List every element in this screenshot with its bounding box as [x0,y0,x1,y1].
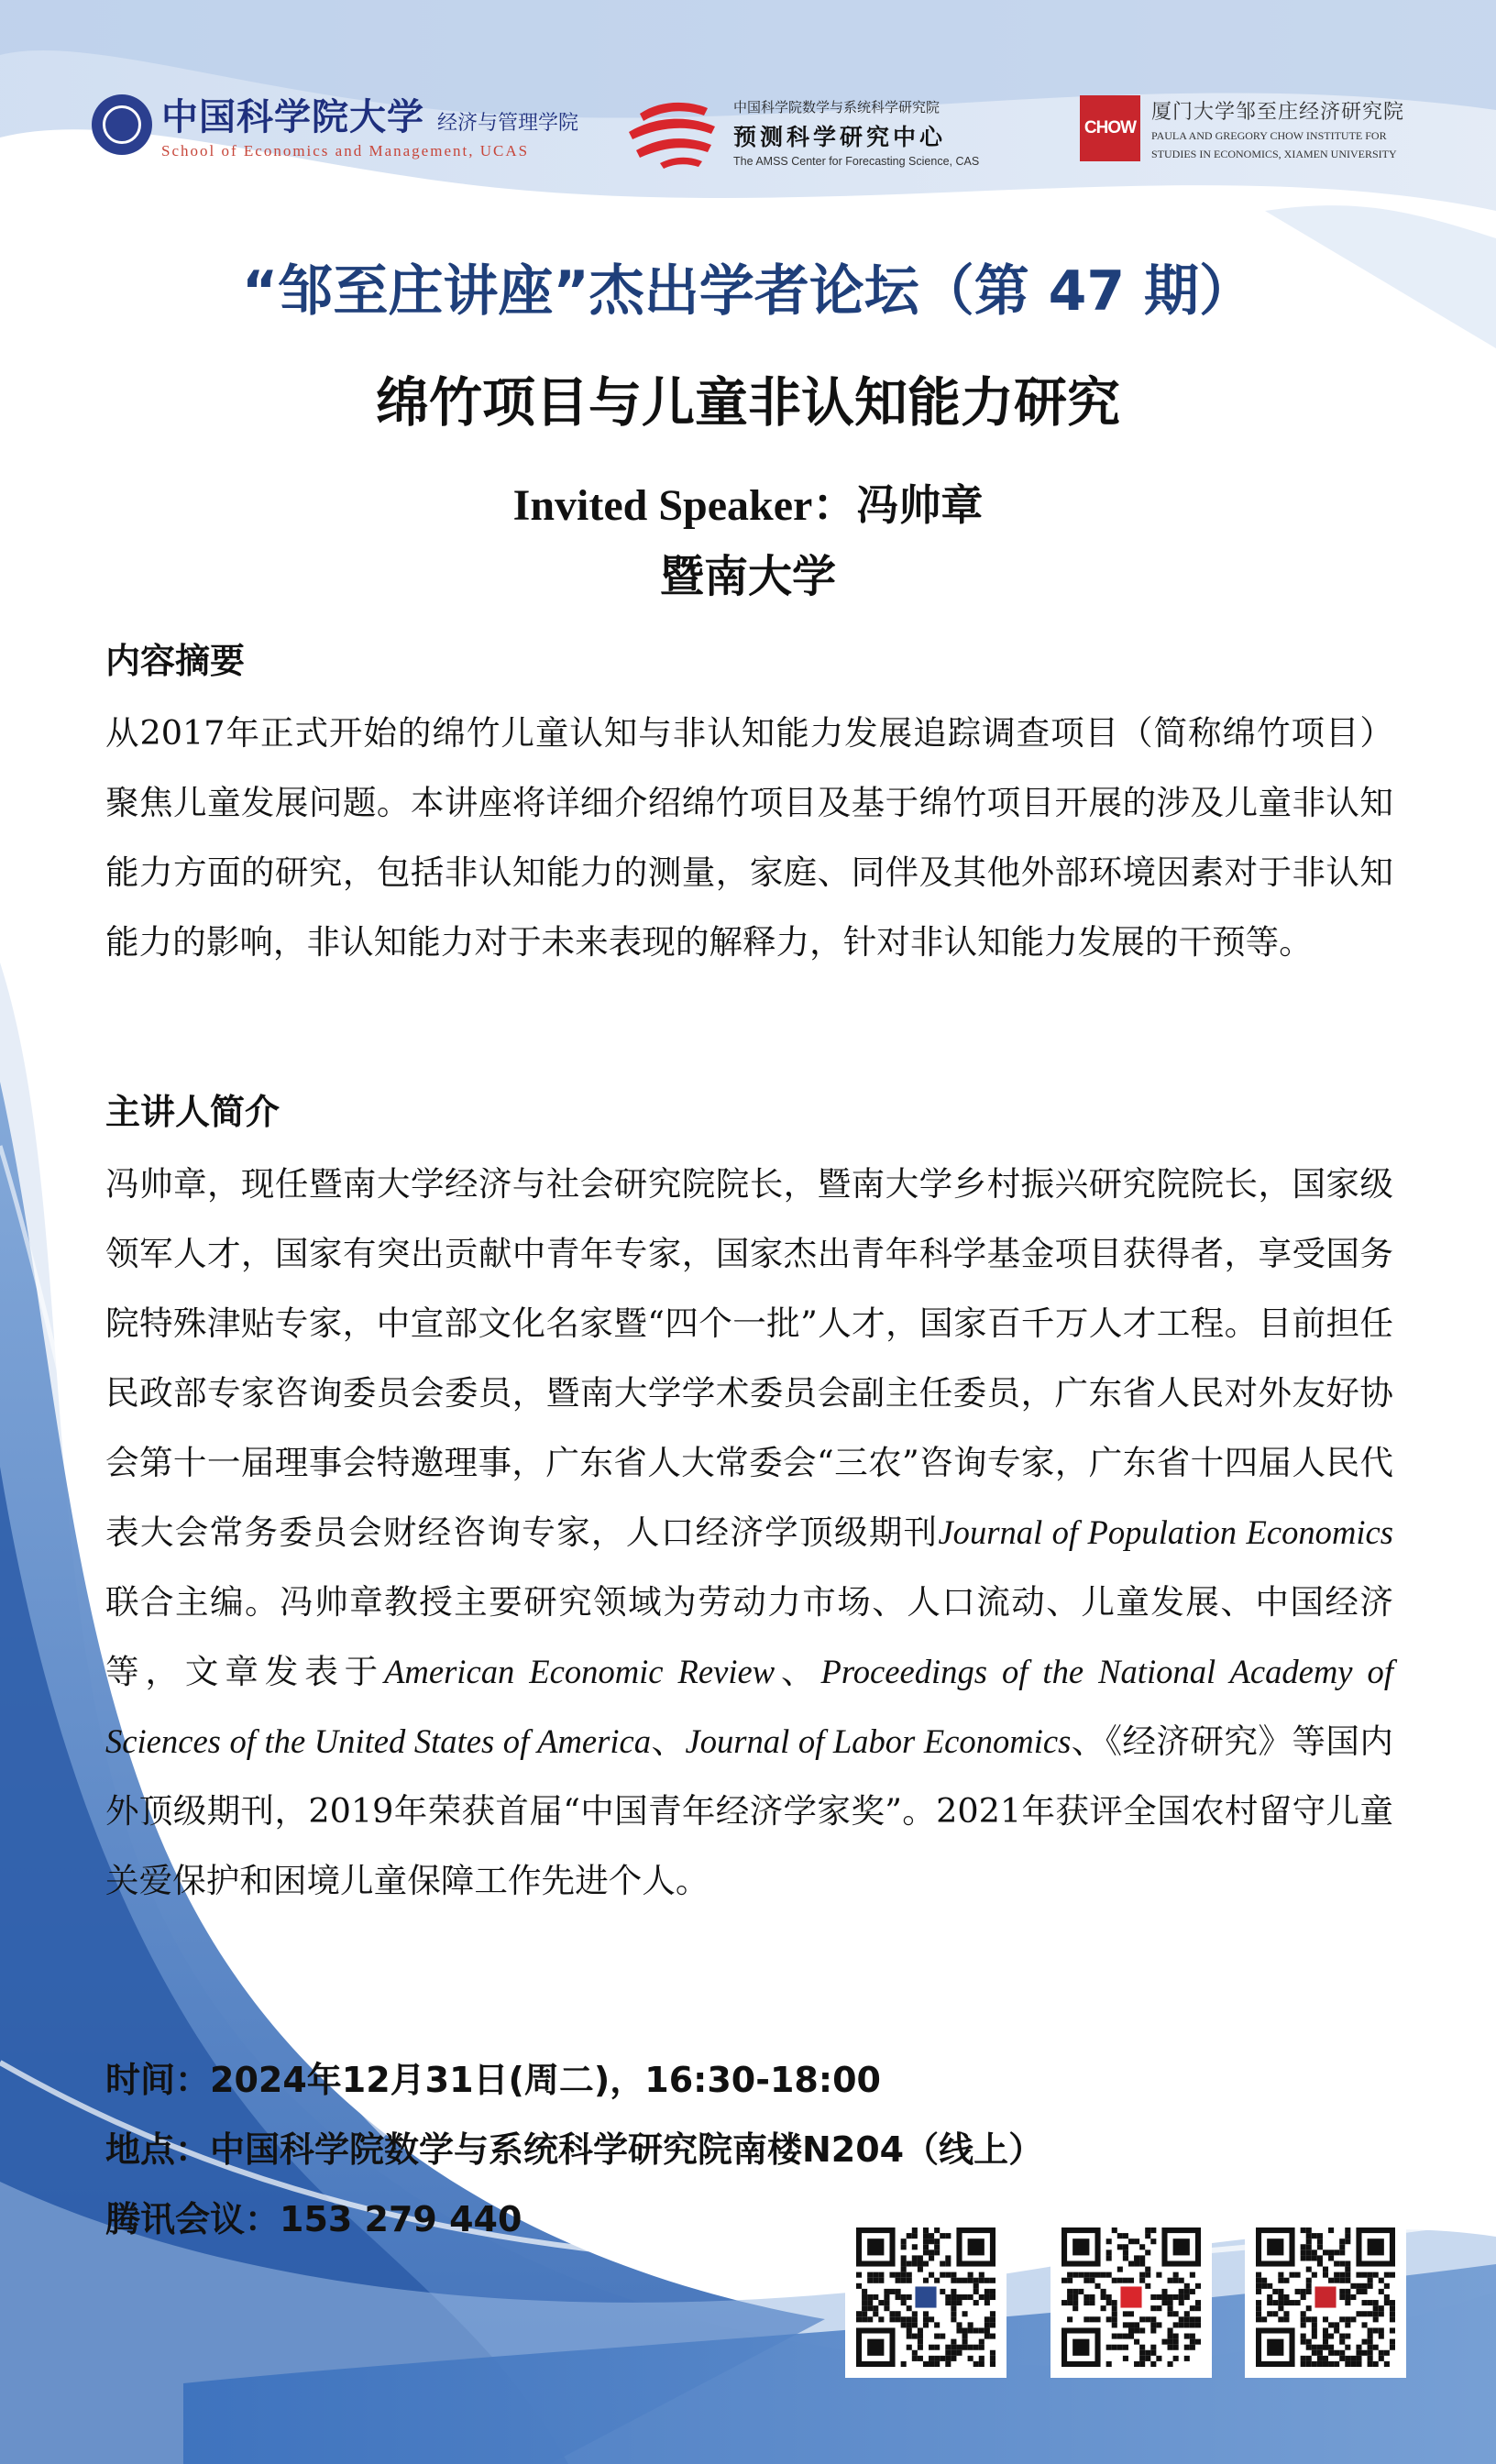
lecture-title: 绵竹项目与儿童非认知能力研究 [375,371,1120,434]
event-location: 地点：中国科学院数学与系统科学研究院南楼N204（线上） [105,2129,1044,2170]
journal-aer: American Economic Review [384,1653,776,1690]
chow-institute-icon: CHOW [1080,95,1140,161]
speaker-line [0,469,1496,533]
journal-pnas: Proceedings of the National Academy of Sciences of the United States of America [105,1653,1393,1760]
amss-center-name: 预测科学研究中心 [733,123,947,150]
amss-parent-name: 中国科学院数学与系统科学研究院 [733,98,940,116]
ucas-seal-icon [92,94,152,155]
lecture-series-title: “邹至庄讲座”杰出学者论坛（第 47 期） [241,259,1255,324]
bio-heading: 主讲人简介 [105,1092,280,1132]
abstract-heading: 内容摘要 [105,641,246,681]
forecasting-center-icon [623,95,720,169]
speaker-label: Invited Speaker： [512,481,857,530]
xmu-chow-english-line-2: STUDIES IN ECONOMICS, XIAMEN UNIVERSITY [1151,147,1397,160]
qr-code-icon[interactable] [845,2216,1006,2378]
abstract-text: 从2017年正式开始的绵竹儿童认知与非认知能力发展追踪调查项目（简称绵竹项目）聚焦儿童发展问题。本讲座将详细介绍绵竹项目及基于绵竹项目开展的涉及儿童非认知能力方面的研究，包括非认知能力的测量，家庭、同伴及其他外部环境因素对于非认知能力的影响，非认知能力对于未来表现的解释力，针对非认知能力发展的干预等。 [105,713,1393,962]
bio-text [105,1150,1393,1916]
xmu-chow-english-line-1: PAULA AND GREGORY CHOW INSTITUTE FOR [1151,128,1387,142]
amss-logo [623,95,979,169]
bio-part-1: 冯帅章，现任暨南大学经济与社会研究院院长，暨南大学乡村振兴研究院院长，国家级领军人才，国家有突出贡献中青年专家，国家杰出青年科学基金项目获得者，享受国务院特殊津贴专家，中宣部文化名家暨“四个一批”人才，国家百千万人才工程。目前担任民政部专家咨询委员会委员，暨南大学学术委员会副主任委员，广东省人民对外友好协会第十一届理事会特邀理事，广东省人大常委会“三农”咨询专家，广东省十四届人民代表大会常务委员会财经咨询专家，人口经济学顶级期刊 [105,1164,1393,1552]
bio-part-3: 、《经济研究》等国内外顶级期刊，2019年荣获首届“中国青年经济学家奖”。2021年获评全国农村留守儿童关爱保护和困境儿童保障工作先进个人。 [105,1722,1393,1900]
ucas-name: 中国科学院大学 [161,95,424,138]
bio-separator-1: 、 [775,1652,821,1691]
xmu-chow-logo [1080,95,1404,161]
ucas-logo [92,88,578,160]
amss-english-name: The AMSS Center for Forecasting Science, CAS [733,154,980,168]
qr-code-icon[interactable] [1245,2216,1406,2378]
speaker-name: 冯帅章 [856,480,984,530]
bio-separator-2: 、 [651,1722,686,1761]
journal-labor-economics: Journal of Labor Economics [685,1722,1072,1760]
xmu-chow-name: 厦门大学邹至庄经济研究院 [1151,100,1405,124]
event-time: 时间：2024年12月31日(周二)，16:30-18:00 [105,2060,881,2100]
qr-code-icon[interactable] [1050,2216,1212,2378]
ucas-dept: 经济与管理学院 [437,112,579,135]
ucas-english-name: School of Economics and Management, UCAS [161,142,530,160]
event-meeting-id: 腾讯会议：153 279 440 [105,2199,522,2239]
speaker-affiliation: 暨南大学 [659,551,836,602]
bio-part-2: 联合主编。冯帅章教授主要研究领域为劳动力市场、人口流动、儿童发展、中国经济等，文章发表于 [105,1582,1393,1691]
journal-population-economics: Journal of Population Economics [938,1513,1393,1551]
